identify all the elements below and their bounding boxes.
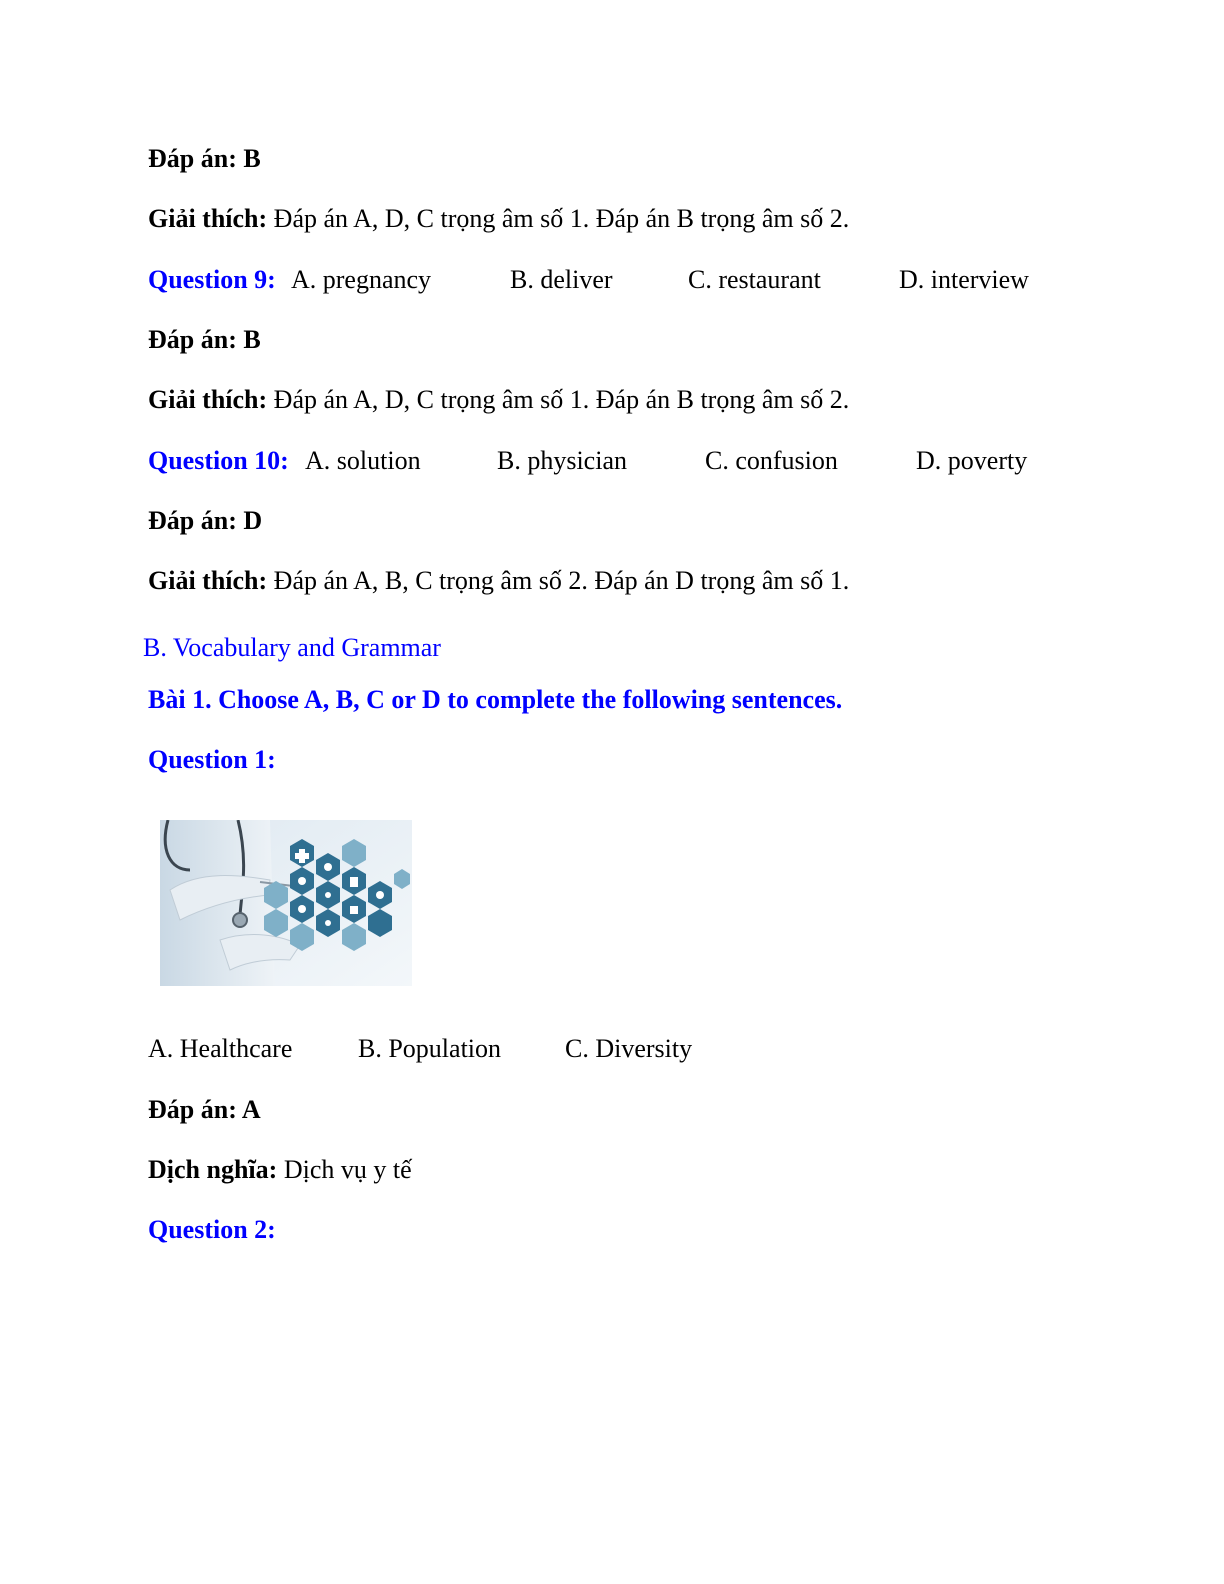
question-10-option-b: B. physician <box>497 446 627 475</box>
question-10-answer: Đáp án: D <box>148 506 263 535</box>
question-9-explanation <box>148 385 849 415</box>
vocab-question-1-options <box>148 1034 768 1064</box>
explanation-label: Giải thích: <box>148 566 268 595</box>
explanation-text: Đáp án A, D, C trọng âm số 1. Đáp án B trọng âm số 2. <box>267 204 850 233</box>
vocab-question-1-option-a: A. Healthcare <box>148 1034 293 1063</box>
question-9-option-c: C. restaurant <box>688 265 821 294</box>
question-10-explanation <box>148 566 849 596</box>
exercise-title: Bài 1. Choose A, B, C or D to complete the following sentences. <box>148 685 843 714</box>
explanation-label: Giải thích: <box>148 385 268 414</box>
question-9-answer: Đáp án: B <box>148 325 261 354</box>
vocab-question-1-option-b: B. Population <box>358 1034 502 1063</box>
vocab-question-1-label: Question 1: <box>148 745 276 774</box>
vocab-question-1-meaning <box>148 1155 412 1185</box>
explanation-text: Đáp án A, D, C trọng âm số 1. Đáp án B trọng âm số 2. <box>267 385 850 414</box>
question-10-option-d: D. poverty <box>916 446 1028 475</box>
vocab-question-1-option-c: C. Diversity <box>565 1034 693 1063</box>
meaning-label: Dịch nghĩa: <box>148 1155 278 1184</box>
answer-line: Đáp án: B <box>148 144 261 173</box>
question-10-option-a: A. solution <box>305 446 421 475</box>
question-9-row <box>148 265 1078 295</box>
healthcare-hexagon-icon <box>160 820 412 986</box>
question-9-option-a: A. pregnancy <box>291 265 432 294</box>
question-9-option-b: B. deliver <box>510 265 613 294</box>
explanation-label: Giải thích: <box>148 204 268 233</box>
healthcare-image <box>160 820 412 986</box>
explanation-line <box>148 204 849 234</box>
vocab-question-2-label: Question 2: <box>148 1215 276 1244</box>
section-title: B. Vocabulary and Grammar <box>143 633 441 662</box>
vocab-question-1-answer: Đáp án: A <box>148 1095 261 1124</box>
question-10-option-c: C. confusion <box>705 446 838 475</box>
question-9-label: Question 9: <box>148 265 276 294</box>
question-9-option-d: D. interview <box>899 265 1029 294</box>
question-10-label: Question 10: <box>148 446 289 475</box>
meaning-text: Dịch vụ y tế <box>277 1155 412 1184</box>
explanation-text: Đáp án A, B, C trọng âm số 2. Đáp án D trọng âm số 1. <box>267 566 850 595</box>
question-10-row <box>148 446 1078 476</box>
